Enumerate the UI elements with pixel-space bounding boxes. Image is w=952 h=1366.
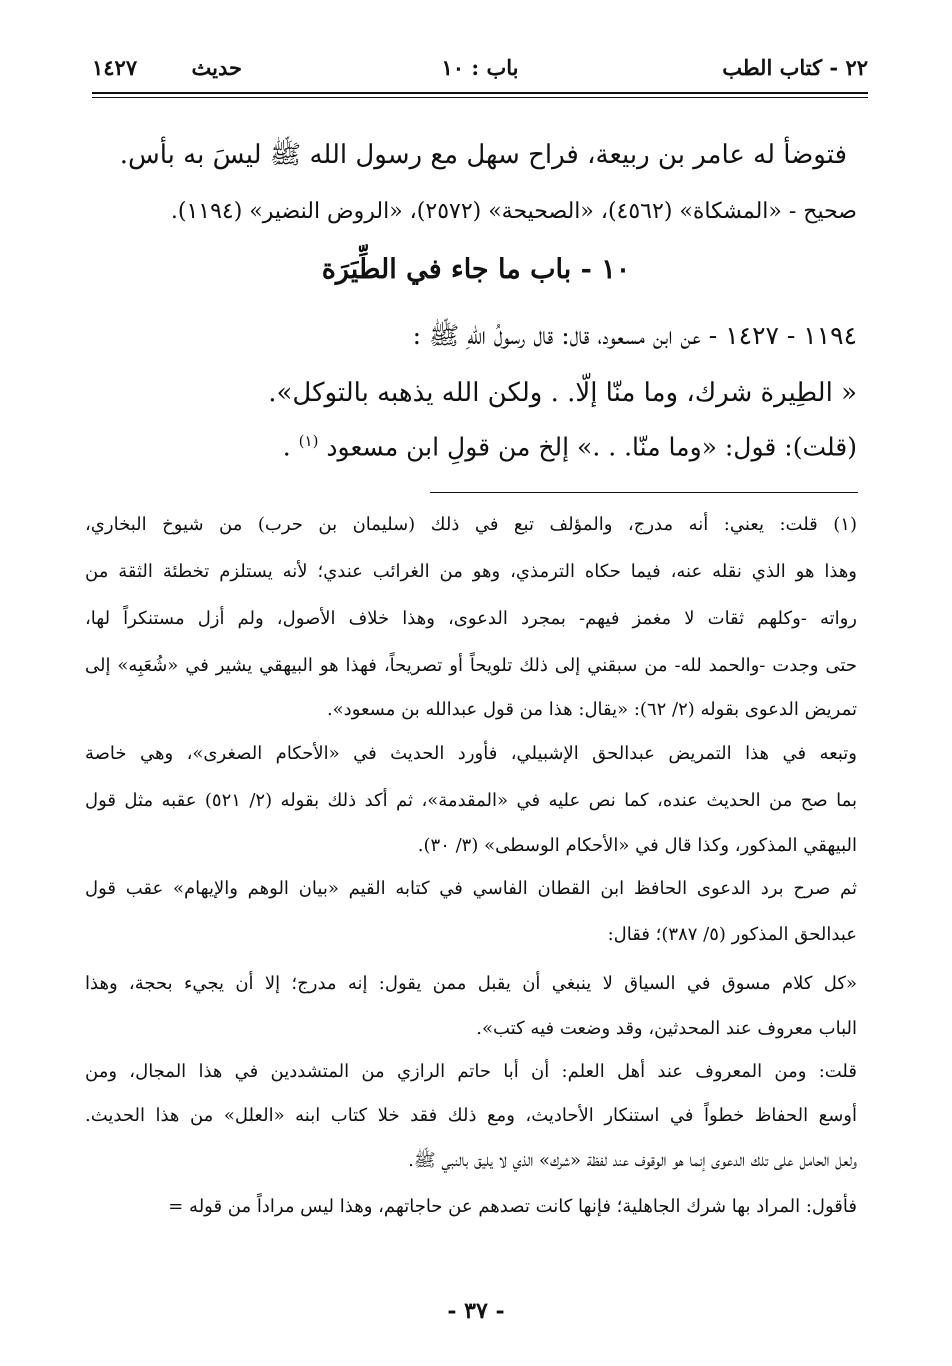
header-rule-thin <box>92 97 868 98</box>
hadith-text: « الطِيرة شرك، وما منّا إلّا. . ولكن الله يذهبه بالتوكل». <box>268 378 857 408</box>
footnote-line: فأقول: المراد بها شرك الجاهلية؛ فإنها كانت تصدهم عن حاجاتهم، وهذا ليس مراداً من قوله = <box>168 1196 857 1217</box>
header-chapter-title: ٢٢ - كتاب الطب <box>722 55 868 80</box>
grading-line: صحيح - «المشكاة» (٤٥٦٢)، «الصحيحة» (٢٥٧٢)، «الروض النضير» (١١٩٤). <box>170 199 857 224</box>
body-line-1: فتوضأ له عامر بن ربيعة، فراح سهل مع رسول الله ﷺ ليسَ به بأس. <box>119 140 847 170</box>
header-hadith-label: حديث <box>191 55 242 80</box>
footnote-line: «كل كلام مسوق في السياق لا ينبغي أن يقبل ممن يقول: إنه مدرج؛ إلا أن يجيء بحجة، وهذا <box>85 973 857 994</box>
footnote-line: تمريض الدعوى بقوله (٢/ ٦٢): «يقال: هذا من قول عبدالله بن مسعود». <box>326 699 857 720</box>
qult-text: (قلت): قول: «وما منّا. . .» إلخ من قولِ ابن مسعود <box>326 432 857 462</box>
footnote-line: البيهقي المذكور، وكذا قال في «الأحكام الوسطى» (٣/ ٣٠). <box>417 835 857 856</box>
footnote-line: قلت: ومن المعروف عند أهل العلم: أن أبا حاتم الرازي من المتشددين في هذا المجال، ومن <box>85 1061 857 1082</box>
header-hadith-number: ١٤٢٧ <box>92 55 138 80</box>
footnote-line: حتى وجدت -والحمد لله- من سبقني إلى ذلك تلويحاً أو تصريحاً، فهذا هو البيهقي يشير في «شُعَبِه» إلى <box>85 655 857 676</box>
footnote-line: ولعل الحامل على تلك الدعوى إنما هو الوقوف عند لفظة «شرك» الذي لا يليق بالنبي ﷺ. <box>408 1150 857 1171</box>
hadith-intro: ١١٩٤ - ١٤٢٧ - عن ابن مسعود، قال: قال رسولُ اللهِ ﷺ : <box>412 321 857 350</box>
footnote-line: ثم صرح برد الدعوى الحافظ ابن القطان الفاسي في كتابه القيم «بيان الوهم والإيهام» عقب قول <box>85 878 857 899</box>
header-section: باب : ١٠ <box>441 55 519 80</box>
footnote-line: الباب معروف عند المحدثين، وقد وضعت فيه كتب». <box>476 1018 857 1039</box>
qult-line <box>283 432 857 461</box>
footnote-separator <box>430 492 858 493</box>
running-header <box>92 55 868 89</box>
footnote-line: (١) قلت: يعني: أنه مدرج، والمؤلف تبع في ذلك (سليمان بن حرب) من شيوخ البخاري، <box>85 514 857 535</box>
header-rule-thick <box>92 92 868 94</box>
footnote-line: عبدالحق المذكور (٥/ ٣٨٧)؛ فقال: <box>607 924 857 945</box>
qult-end: . <box>282 432 291 462</box>
footnote-line: بما صح من الحديث عنده، كما نص عليه في «المقدمة»، ثم أكد ذلك بقوله (٢/ ٥٢١) عقبه مثل قول <box>85 790 857 811</box>
chapter-heading: ١٠ - باب ما جاء في الطِّيَرَة <box>321 254 631 285</box>
footnote-line: وتبعه في هذا التمريض عبدالحق الإشبيلي، فأورد الحديث في «الأحكام الصغرى»، وهي خاصة <box>85 743 857 764</box>
footnote-reference[interactable]: (١) <box>298 432 319 450</box>
page-number: - ٣٧ - <box>447 1298 505 1324</box>
footnote-line: وهذا هو الذي نقله عنه، فيما حكاه الترمذي، وهو من الغرائب عندي؛ لأنه يستلزم تخطئة الثقة من <box>85 561 857 582</box>
footnote-line: رواته -وكلهم ثقات لا مغمز فيهم- بمجرد الدعوى، وهذا خلاف الأصول، ولم أزل مستنكراً لها، <box>85 608 857 629</box>
footnote-line: أوسع الحفاظ خطواً في استنكار الأحاديث، ومع ذلك فقد خلا كتاب ابنه «العلل» من هذا الحديث. <box>85 1105 857 1126</box>
